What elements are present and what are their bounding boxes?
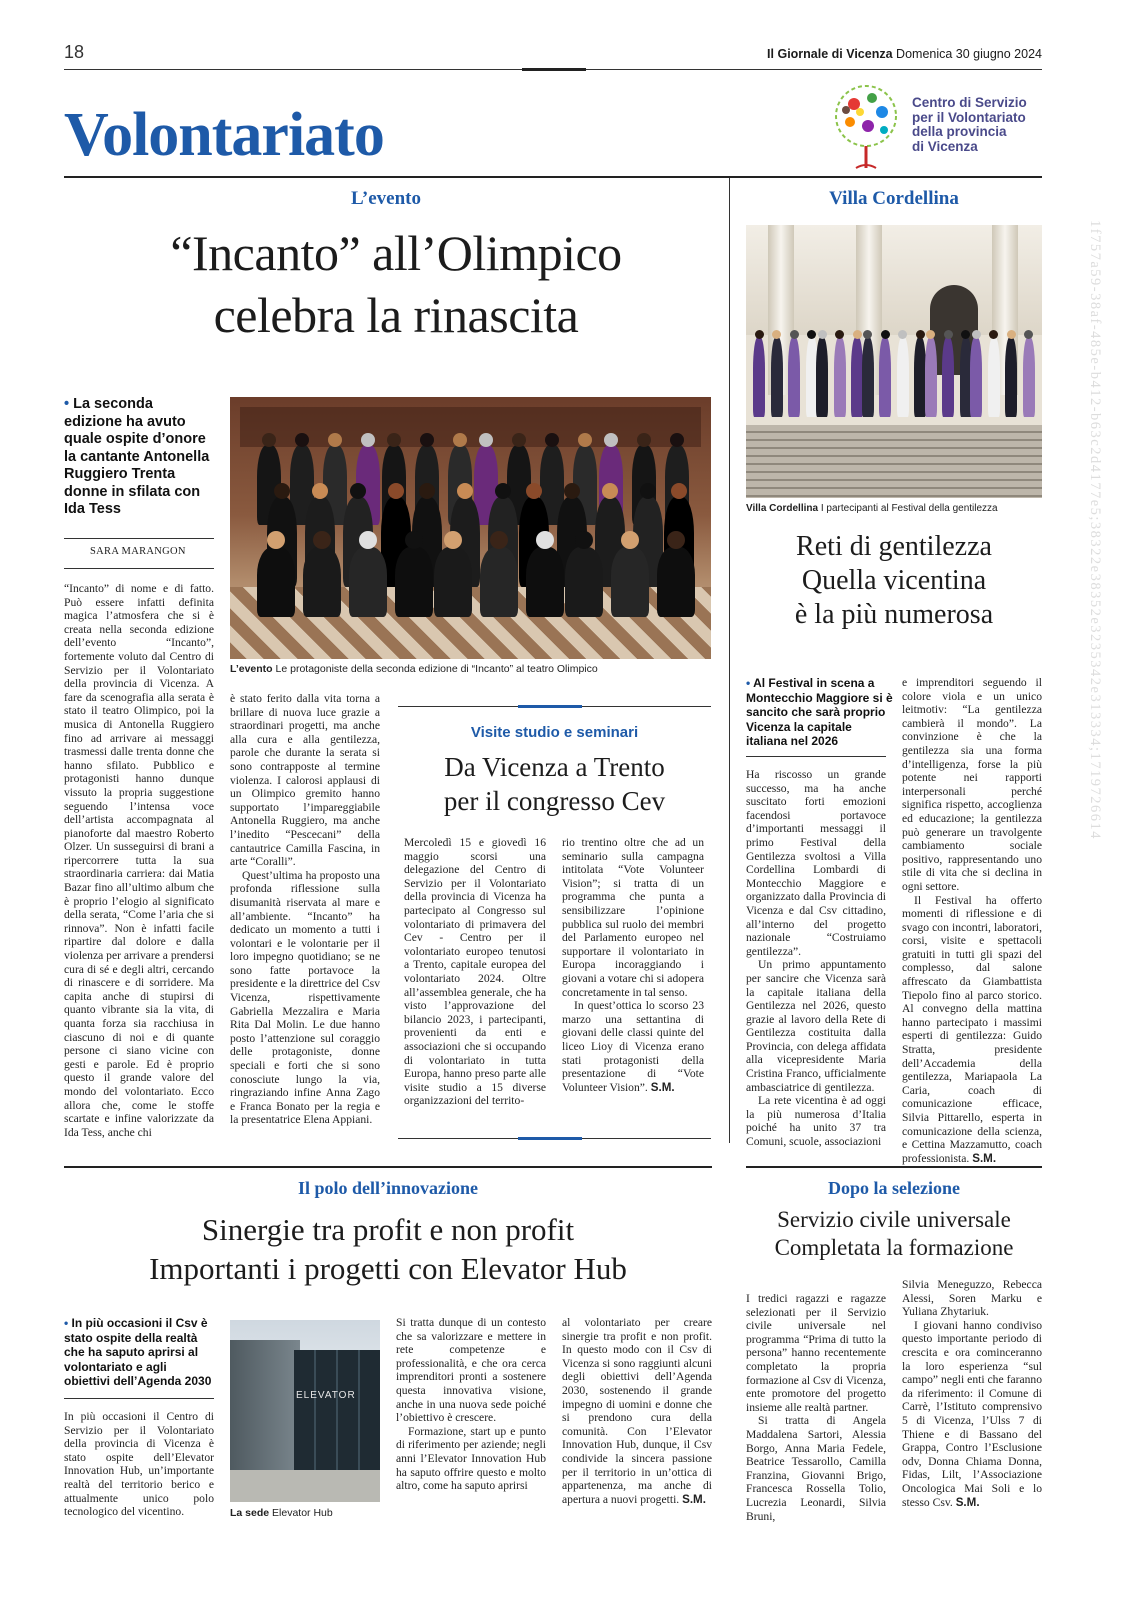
trento-headline: Da Vicenza a Trento per il congresso Cev [443, 752, 666, 816]
trento-top-accent [518, 705, 582, 708]
elevator-photo-caption: La sede Elevator Hub [230, 1507, 333, 1519]
trento-col2: rio trentino oltre che ad un seminario sulla campagna intitolata “Vote Volunteer Vision”; si tratta di un programma che punta a sensibilizzare l’opinione pubblica sul ruolo dei membri del Parlamento europeo nel supportare il volontariato in Europa incoraggiando i giovani a votare chi si adopera concretamente in tal senso. In quest’ottica lo scorso 23 marzo una settantina di giovani delle classi quinte del liceo Lioy di Vicenza erano stati protagonisti della presentazione di “Vote Volunteer Vision”. S.M. [562, 836, 704, 1094]
villa-cordellina-photo [746, 225, 1042, 498]
page-number: 18 [64, 42, 85, 62]
villa-col1: Ha riscosso un grande successo, ma ha anche suscitato forti emozioni facendosi portavoce d’importanti messaggi il primo Festival della Gentilezza svoltosi a Villa Cordellina Lombardi di Montecchio Maggiore e organizzato dalla Provincia di Vicenza e dal Csv cittadino, all’interno del progetto nazionale “Costruiamo gentilezza”. Un primo appuntamento per sancire che Vicenza sarà la capitale italiana della Gentilezza nel 2026, questo grazie al lavoro della Rete di Gentilezza costituita dalla Provincia, con delega affidata alla vicepresidente Maria Cristina Franco, ufficialmente ambasciatrice di gentilezza. La rete vicentina è ad oggi la più numerosa d’Italia poiché ha unito 37 tra Comuni, scuole, associazioni [746, 768, 886, 1149]
section-rule [64, 176, 1042, 178]
bottom-section-rule [64, 1166, 712, 1168]
main-kicker: L’evento [350, 188, 422, 209]
author-rule-bottom [64, 568, 214, 569]
main-subhead: • La seconda edizione ha avuto quale ospite d’onore la cantante Antonella Ruggiero Trenta donne in sfilata con Ida Tess [64, 396, 210, 517]
servizio-col2: Silvia Meneguzzo, Rebecca Alessi, Soren Marku e Yuliana Zhytariuk. I giovani hanno condiviso questo importante periodo di crescita e ora cominceranno la loro esperienza “sul campo” negli enti che faranno da riferimento: il Comune di Carrè, l’Istituto comprensivo 5 di Vicenza, l’Ulss 7 di Thiene e di Bassano del Grappa, Contro l’Esclusione odv, Donna Chiama Donna, Fidas, Lilt, l’Associazione Oncologica Mai Soli e lo stesso Csv. S.M. [902, 1278, 1042, 1509]
elevator-kicker: Il polo dell’innovazione [297, 1178, 479, 1198]
main-col1: “Incanto” di nome e di fatto. Può essere infatti definita magica l’atmosfera che si è creata nella seconda edizione dell’evento “Incanto”, fortemente voluto dal Centro di Servizio per il Volontariato della provincia di Vicenza. A fare da scenografia alla serata è stato il teatro Olimpico, poi la musica di Antonella Ruggiero fino ad arrivare ai messaggi trasmessi dalle trenta donne che hanno sfilato. Pubblico e protagonisti hanno dunque vissuto la propria suggestione seguendo l’intensa voce dell’artista accompagnata al pianoforte dal maestro Roberto Olzer. Un susseguirsi di brani a ripercorrere tutta la sua straordinaria carriera: dai Matia Bazar fino all’ultimo album che è proprio l’elogio al significato della serata, “Come l’aria che si rinnova”. Non è infatti facile ripartire dal dolore e dalla violenza per arrivare a prendersi cura di sé e degli altri, cercando di rinascere e di sorridere. Ma capita anche di stupirsi di quanto vibrante sia la vita, di quanta forza sia racchiusa in ciascuno di noi e di quante persone ci siano vicine con gesti e parole. Ed è proprio questo il grande valore del mondo del volontariato. Ecco allora che, come le stoffe scartate e infine valorizzate da Ida Tess, anche chi [64, 582, 214, 1139]
column-divider-right [729, 178, 730, 1143]
section-title: Volontariato [64, 101, 384, 169]
elevator-subhead: • In più occasioni il Csv è stato ospite della realtà che ha saputo aprirsi al volontariato e agli obiettivi dell’Agenda 2030 [64, 1316, 212, 1388]
villa-subhead-rule [746, 756, 886, 757]
newspaper-name: Il Giornale di Vicenza [767, 47, 893, 61]
author-byline: SARA MARANGON [90, 546, 186, 557]
incanto-group-photo [230, 397, 711, 659]
side-code: 1f757a59-38af-485e-b412-b63c2d4177e5;38322e38352e3235342e313334;1719726614 [1087, 220, 1103, 841]
trento-signature: S.M. [650, 1080, 675, 1094]
elevator-subhead-rule [64, 1398, 214, 1399]
elevator-sign: ELEVATOR [296, 1390, 356, 1401]
villa-headline: Reti di gentilezza Quella vicentina è la più numerosa [794, 531, 994, 630]
servizio-signature: S.M. [955, 1495, 980, 1509]
elevator-col2: Si tratta dunque di un contesto che sa valorizzare e mettere in rete competenze e professionalità, e che ora cerca imprenditori pronti a sostenere questa innovativa visione, anche in una nuova sede poiché l’obiettivo è crescere. Formazione, start up e punto di riferimento per aziende; negli anni l’Elevator Innovation Hub ha saputo offrire questo e molto altro, come ha saputo aprirsi [396, 1316, 546, 1493]
author-rule [64, 538, 214, 539]
villa-subhead: • Al Festival in scena a Montecchio Maggiore si è sancito che sarà proprio Vicenza la capitale italiana nel 2026 [746, 676, 893, 748]
masthead [767, 47, 1042, 61]
csv-tree-logo-icon [826, 76, 906, 176]
villa-photo-caption: Villa Cordellina I partecipanti al Festival della gentilezza [746, 503, 998, 514]
servizio-kicker: Dopo la selezione [828, 1178, 960, 1198]
villa-kicker: Villa Cordellina [829, 188, 959, 209]
elevator-signature: S.M. [682, 1492, 706, 1506]
header-accent-bar [522, 68, 586, 71]
issue-date: Domenica 30 giugno 2024 [896, 47, 1042, 61]
villa-col2: e imprenditori seguendo il colore viola e un unico leitmotiv: “La gentilezza cambierà il mondo”. La convinzione è che la gentilezza sia una forma d’intelligenza, forse la più potente nei rapporti interpersonali perché significa rispetto, accoglienza ed educazione; la gentilezza può generare un travolgente cambiamento sociale positivo, rappresentando uno stile di vita che si declina in ogni settore. Il Festival ha offerto momenti di riflessione e di svago con incontri, laboratori, corsi, visite e spettacoli gratuiti in tutti gli spazi del complesso, dal salone affrescato da Giambattista Tiepolo fino al parco storico. Al convegno della mattina hanno partecipato i massimi esperti di gentilezza: Guido Stratta, presidente dell’Accademia della gentilezza, Mariapaola La Caria, coach di comunicazione efficace, Silvia Pittarello, esperta in comunicazione della scienza, e Cettina Mazzamutto, coach professionista. S.M. [902, 676, 1042, 1165]
trento-kicker: Visite studio e seminari [470, 724, 639, 741]
elevator-col1: In più occasioni il Centro di Servizio per il Volontariato della provincia di Vicenza è stato ospite dell’Elevator Innovation Hub, un’importante realtà del territorio berico e attualmente unico polo tecnologico del vicentino. [64, 1410, 214, 1519]
main-col2: è stato ferito dalla vita torna a brillare di nuova luce grazie a straordinari progetti, ma anche alla cura e alla gentilezza, parole che durante la serata si sono contrapposte al termine violenza. I calorosi applausi di un Olimpico gremito hanno supportato l’impareggiabile Antonella Ruggiero, ma anche l’inedito “Pescecani” della cantautrice Camilla Fascina, in arte “Coralli”. Quest’ultima ha proposto una profonda riflessione sulla disumanità riservata al mare e all’ambiente. “Incanto” ha dedicato un momento a tutti i volontari e le volontarie per il loro impegno quotidiano; se ne sono fatte portavoce la presidente e la direttrice del Csv Vicenza, rispettivamente Gabriella Mezzalira e Maria Rita Dal Molin. Le due hanno posto l’attenzione sul coraggio delle protagoniste, donne speciali e forti che si sono conosciute lungo la via, ringraziando infine Anna Zago e Franca Bonato per la regia e la presentatrice Elena Appiani. [230, 692, 380, 1127]
elevator-hub-photo [230, 1320, 380, 1502]
trento-col1: Mercoledì 15 e giovedì 16 maggio scorsi una delegazione del Centro di Servizio per il Volontariato della provincia di Vicenza ha partecipato al Congresso sul volontariato di primavera del Cev - Centro per il volontariato europeo tenutosi a Trento, capitale europea del volontariato 2024. Oltre all’assemblea generale, che ha visto l’approvazione del bilancio 2023, i partecipanti, provenienti da enti e associazioni che si occupando di volontariato in tutta Europa, hanno preso parte alle visite studio a 15 diverse organizzazioni del territo- [404, 836, 546, 1108]
trento-bottom-accent [518, 1137, 582, 1140]
elevator-headline: Sinergie tra profit e non profit Importanti i progetti con Elevator Hub [149, 1212, 627, 1286]
villa-signature: S.M. [972, 1151, 997, 1165]
csv-logo-text: Centro di Servizio per il Volontariato della provincia di Vicenza [912, 95, 1027, 154]
servizio-headline: Servizio civile universale Completata la formazione [774, 1207, 1014, 1260]
servizio-col1: I tredici ragazzi e ragazze selezionati per il Servizio civile universale nel programma “Prima di tutto la persona” hanno recentemente completato la propria formazione al Csv di Vicenza, ente promotore del progetto insieme alle realtà partner. Si tratta di Angela Maddalena Sartori, Alessia Borgo, Anna Maria Fedele, Beatrice Tessarollo, Camilla Franzina, Giovanni Brigo, Francesca Rossella Tolio, Lucrezia Leonardi, Silvia Bruni, [746, 1292, 886, 1523]
main-photo-caption: L’evento Le protagoniste della seconda edizione di “Incanto” al teatro Olimpico [230, 663, 598, 675]
elevator-col3: al volontariato per creare sinergie tra profit e non profit. In questo modo con il Csv di Vicenza si sono raggiunti alcuni degli obiettivi dell’Agenda 2030, sostenendo il grande impegno di uomini e donne che si prendono cura della comunità. Con l’Elevator Innovation Hub, dunque, il Csv condivide la sincera passione per il territorio in un’ottica di appartenenza, ma anche di apertura a nuovi progetti. S.M. [562, 1316, 712, 1506]
bottom-section-rule-right [746, 1166, 1042, 1168]
main-headline: “Incanto” all’Olimpico celebra la rinascita [170, 225, 622, 343]
